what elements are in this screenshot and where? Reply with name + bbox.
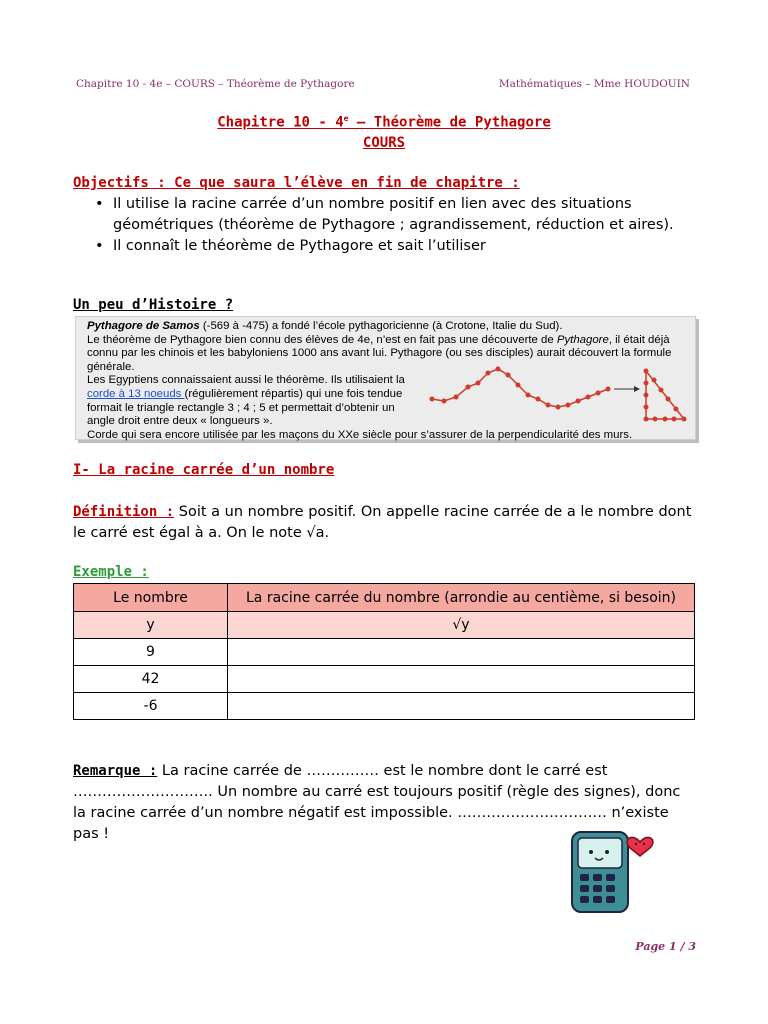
table-header-row	[74, 584, 695, 612]
table-header-cell: La racine carrée du nombre (arrondie au centième, si besoin)	[228, 584, 695, 612]
calculator-icon	[560, 820, 660, 916]
table-cell	[228, 693, 695, 720]
table-row	[74, 693, 695, 720]
objectif-item: • Il utilise la racine carrée d’un nombre positif en lien avec des situations géométriques (théorème de Pythagore ; agrandissement, réduction et aires).	[91, 194, 691, 236]
objectifs-heading: Objectifs : Ce que saura l’élève en fin de chapitre :	[73, 175, 520, 191]
table-cell	[228, 666, 695, 693]
histoire-text: Pythagore de Samos (-569 à -475) a fondé l’école pythagoricienne (à Crotone, Italie du Sud). Le théorème de Pythagore bien connu des élèves de 4e, n’est en fait pas une découverte de Pythagore, il était déjà connu par les chinois et les babyloniens 1000 ans avant lui. Pythagore (ou ses disciples) aurait découvert la formule générale. Les Egyptiens connaissaient aussi le théorème. Ils utilisaient la corde à 13 noeuds (régulièrement répartis) qui une fois tendue formait le triangle rectangle 3 ; 4 ; 5 et permettait d’obtenir un angle droit entre deux « longueurs ». Corde qui sera encore utilisée par les maçons du XXe siècle pour s’assurer de la perpendicularité des murs.	[87, 320, 672, 441]
page-title: Chapitre 10 - 4e – Théorème de Pythagore	[217, 114, 551, 131]
section-heading: I- La racine carrée d’un nombre	[73, 462, 335, 478]
table-row	[74, 612, 695, 639]
objectif-item: • Il connaît le théorème de Pythagore et sait l’utiliser	[91, 236, 691, 257]
table-cell: 9	[74, 639, 228, 666]
histoire-heading: Un peu d’Histoire ?	[73, 297, 234, 313]
corde-link[interactable]: corde à 13 noeuds	[87, 387, 185, 400]
page-subtitle: COURS	[362, 135, 406, 151]
table-cell: y	[74, 612, 228, 639]
example-table	[73, 583, 695, 720]
header-right: Mathématiques – Mme HOUDOUIN	[498, 78, 690, 90]
objectifs-list	[91, 194, 691, 257]
definition-label: Définition :	[73, 504, 175, 520]
table-cell: √y	[228, 612, 695, 639]
knotted-rope-illustration	[426, 361, 691, 427]
definition-paragraph: Définition : Soit a un nombre positif. On appelle racine carrée de a le nombre dont le carré est égal à a. On le note √a.	[73, 504, 692, 541]
histoire-box	[75, 316, 696, 440]
table-header-cell: Le nombre	[74, 584, 228, 612]
table-row	[74, 639, 695, 666]
remarque-label: Remarque :	[73, 763, 158, 779]
header-left: Chapitre 10 - 4e – COURS – Théorème de Pythagore	[76, 78, 355, 90]
remarque-paragraph: Remarque : La racine carrée de …………… est le nombre dont le carré est ……………………….. Un nombre au carré est toujours positif (règle des signes), donc la racine carrée d’un nombre négatif est impossible. ……………………….… n’existe pas !	[73, 763, 681, 842]
table-cell: 42	[74, 666, 228, 693]
page-number: Page 1 / 3	[635, 940, 696, 953]
exemple-label: Exemple :	[73, 564, 149, 580]
table-cell: -6	[74, 693, 228, 720]
table-row	[74, 666, 695, 693]
table-cell	[228, 639, 695, 666]
